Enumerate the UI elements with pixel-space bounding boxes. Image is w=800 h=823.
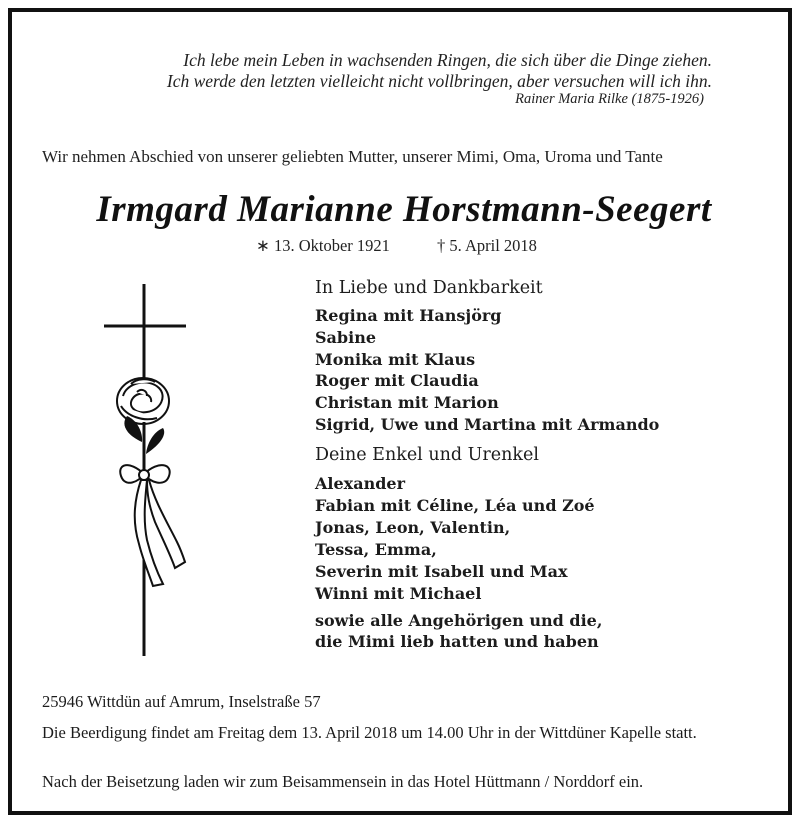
family-member: Monika mit Klaus bbox=[315, 350, 476, 369]
family-member: Sigrid, Uwe und Martina mit Armando bbox=[315, 415, 660, 434]
grandchild-entry: Winni mit Michael bbox=[315, 584, 482, 603]
gathering-text: Nach der Beisetzung laden wir zum Beisammensein in das Hotel Hüttmann / Norddorf ein. bbox=[42, 772, 644, 791]
family-member: Regina mit Hansjörg bbox=[315, 306, 502, 325]
grandchild-entry: Jonas, Leon, Valentin, bbox=[315, 518, 511, 537]
quote-author: Rainer Maria Rilke (1875-1926) bbox=[515, 91, 704, 107]
quote-line-1: Ich lebe mein Leben in wachsenden Ringen, die sich über die Dinge ziehen. bbox=[183, 50, 712, 70]
death-date: † 5. April 2018 bbox=[437, 236, 537, 255]
family-member: Roger mit Claudia bbox=[315, 371, 479, 390]
deceased-name: Irmgard Marianne Horstmann-Seegert bbox=[96, 189, 712, 230]
address-text: 25946 Wittdün auf Amrum, Inselstraße 57 bbox=[42, 692, 321, 711]
grandchild-entry: Tessa, Emma, bbox=[315, 540, 437, 559]
closing-line-1: sowie alle Angehörigen und die, bbox=[315, 611, 603, 630]
family-heading: In Liebe und Dankbarkeit bbox=[315, 278, 543, 298]
grandchildren-heading: Deine Enkel und Urenkel bbox=[315, 445, 539, 465]
funeral-text: Die Beerdigung findet am Freitag dem 13. April 2018 um 14.00 Uhr in der Wittdüner Kapelle statt. bbox=[42, 723, 697, 742]
birth-date: ∗ 13. Oktober 1921 bbox=[256, 236, 390, 255]
closing-line-2: die Mimi lieb hatten und haben bbox=[315, 632, 599, 651]
cross-rose-icon bbox=[97, 284, 207, 656]
quote-line-2: Ich werde den letzten vielleicht nicht vollbringen, aber versuchen will ich ihn. bbox=[166, 71, 712, 91]
obituary-frame bbox=[8, 8, 792, 815]
grandchild-entry: Fabian mit Céline, Léa und Zoé bbox=[315, 496, 595, 515]
family-member: Christan mit Marion bbox=[315, 393, 499, 412]
intro-text: Wir nehmen Abschied von unserer geliebten Mutter, unserer Mimi, Oma, Uroma und Tante bbox=[42, 147, 663, 166]
family-member: Sabine bbox=[315, 328, 376, 347]
grandchild-entry: Alexander bbox=[315, 474, 406, 493]
grandchild-entry: Severin mit Isabell und Max bbox=[315, 562, 568, 581]
